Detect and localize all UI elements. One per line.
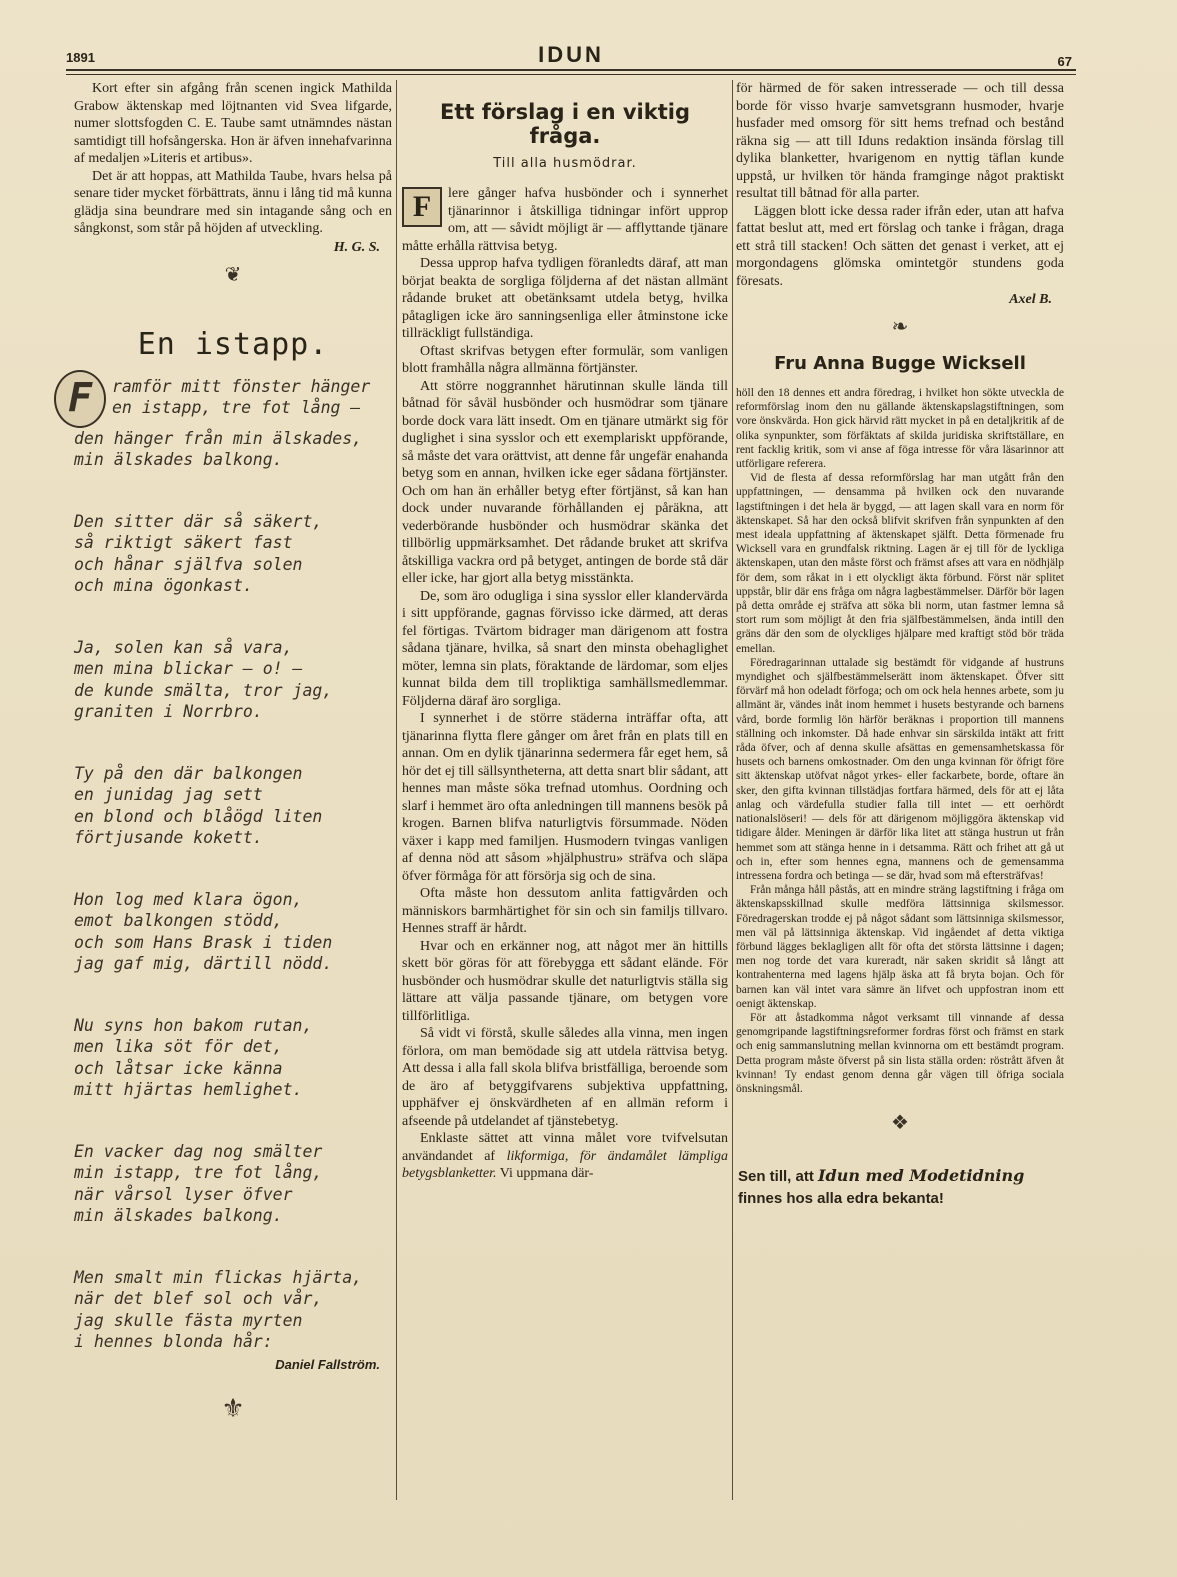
column-divider (732, 80, 733, 1500)
poem-line: Hon log med klara ögon, (74, 889, 303, 909)
article-dropcap: F (402, 187, 442, 227)
header-rule-thin (66, 74, 1076, 75)
poem-line: en blond och blåögd liten (74, 806, 323, 826)
poem-line: och hånar själfva solen (74, 554, 303, 574)
ornament-icon: ❦ (224, 263, 242, 286)
ornament-icon: ❧ (891, 316, 909, 338)
poem-line: ramför mitt fönster hänger (112, 376, 371, 396)
header-rule (66, 69, 1076, 71)
poem-line: i hennes blonda hår: (74, 1332, 273, 1351)
header-title: IDUN (538, 42, 604, 67)
promo-text: finnes hos alla edra bekanta! (738, 1190, 944, 1208)
poem-stanza (74, 763, 392, 849)
anna-paragraph: Vid de flesta af dessa reformförslag har man utgått från den uppfattningen, — densamma på hvilken ock den nuvarande lagstiftningen i det hela är byggd, — att lagen skall vara en norm för äktenskapet. Så har den också blifvit skrifven från synpunkten af den mest ideala uppfattning af äktenskapet själft. Detta förmenade fru Wicksell vara en grundfalsk riktning. Lagen är ej till för de lyckliga äktenskapen, utan den måste först och främst afses att vara en nödhjälp för dem, som råkat in i ett olyckligt äkta förbund. Först när splitet uppstår, blir där ens fråga om några lagbestämmelser. Därför bör lagen på detta område ej sträfva att söka bli norm, utan fastmer lemna så stort rum som möjligt åt den fria själfbestämmelsen, ända intill den gräns där den som de olyckliges hjälpare med kraftigt stöd bör träda emellan. (736, 472, 1064, 655)
header-year: 1891 (66, 50, 95, 65)
poem-line: min älskades balkong. (74, 1206, 283, 1225)
poem-line: En vacker dag nog smälter (74, 1141, 323, 1161)
promo-text: Sen till, att (738, 1168, 814, 1186)
poem-line: min istapp, tre fot lång, (74, 1163, 323, 1182)
article-paragraph: lere gånger hafva husbönder och i synnerhet tjänarinnor i åtskilliga tidningar infört upprop om, att — såvidt möjligt är — afflyttande tjänare måtte erhålla rättvisa betyg. (402, 186, 728, 254)
poem-line: och mina ögonkast. (74, 576, 253, 595)
poem-line: Men smalt min flickas hjärta, (74, 1267, 363, 1287)
article-paragraph: Så vidt vi förstå, skulle således alla vinna, men ingen förlora, om man bemödade sig att utdela rättvisa betyg. Att dessa i alla fall skola blifva bristfälliga, beroende som de äro af betyggifvarens subjektiva uppfattning, upphäfver ej önskvärdheten af en allmän reform i afseende på utdelandet af tjänstebetyg. (402, 1026, 728, 1129)
text-run-italic: likformiga, för ändamålet lämpliga betygsblanketter. (402, 1148, 729, 1181)
poem-line: så riktigt säkert fast (74, 533, 293, 552)
article-paragraph-last (402, 1130, 728, 1183)
article-paragraph: Läggen blott icke dessa rader ifrån eder, utan att hafva fattat beslut att, med ert förslag och tanke i frågan, draga ett strå till stacken! Och sätten det genast i verket, att ej morgondagens glömska omintetgör stundens goda föresats. (736, 203, 1064, 289)
article-signature: Axel B. (1009, 292, 1052, 307)
poem-line: en junidag jag sett (74, 785, 263, 804)
article-continuation: för härmed de för saken intresserade — och till dessa borde för visso hvarje samvetsgrann husmoder, hvarje husfader med omsorg för sitt hems trefnad och bestånd räkna sig — att till Iduns redaktion insända förslag till dylika blanketter, hvarigenom en nyttig täflan kunde uppstå, ur hvilken tör hända framginge något praktiskt resultat till båtnad för alla parter. (736, 81, 1064, 201)
poem-stanza (74, 1015, 392, 1101)
intro-signature: H. G. S. (333, 239, 380, 255)
ornament-icon: ⚜ (221, 1393, 245, 1423)
poem-stanza (74, 511, 392, 597)
poem-line: jag skulle fästa myrten (74, 1310, 303, 1330)
poem-line: den hänger från min älskades, (74, 428, 363, 448)
header-page-number: 67 (1057, 54, 1072, 69)
column-left (67, 80, 392, 1430)
poem-signature: Daniel Fallström. (275, 1356, 380, 1372)
poem-line: jag gaf mig, därtill nödd. (74, 954, 333, 973)
poem-line: en istapp, tre fot lång — (112, 398, 361, 417)
poem-stanza (74, 637, 392, 723)
anna-paragraph: För att åstadkomma något verksamt till vinnande af dessa genomgripande lagstiftningsreformer fordras först och främst en stark och enig sammanslutning mellan kvinnorna om ett bestämdt program. Detta program måste öfverst på sin lista ställa orden: röstrått äfven åt kvinnan! Ty endast genom denna går vägen till öfriga sociala önskningsmål. (736, 1011, 1064, 1095)
poem-line: Ja, solen kan så vara, (74, 637, 293, 657)
article-paragraph: Dessa upprop hafva tydligen föranledts däraf, att man börjat beakta de sorgliga följderna af det nästan allmänt rådande bruket att obetänksamt utdela betyg, hvilka påtagligen icke äro sanningsenliga eller åtminstone icke tillräckligt fullständiga. (402, 256, 728, 341)
intro-paragraph: Kort efter sin afgång från scenen ingick Mathilda Grabow äktenskap med löjtnanten vid Svea lifgarde, numer slottsfogden C. E. Taube samt utnämndes nästan samtidigt till hofsångerska. Hon är äfven innehafvarinna af medaljen »Literis et artibus». (74, 81, 392, 166)
idun-promo (736, 1165, 1064, 1210)
poem-dropcap: F (54, 370, 106, 428)
poem-line: graniten i Norrbro. (74, 702, 263, 721)
column-right (736, 80, 1064, 1210)
poem-line: men mina blickar — o! — (74, 659, 303, 678)
anna-paragraph: höll den 18 dennes ett andra föredrag, i hvilket hon sökte utveckla de reformförslag inom den nu gällande äktenskapslagstiftningen, som vore önskvärda. Hon gick härvid rätt mycket in på en detaljkritik af de olika synpunkter, som förfäktats af skilda juridiska skriftställare, en rent facklig kritik, som vi anse af föga intresse för våra läsarinnor att utförligare referera. (736, 387, 1064, 471)
poem-line: när vårsol lyser öfver (74, 1184, 293, 1204)
anna-paragraph: Föredragarinnan uttalade sig bestämdt för vidgande af hustruns myndighet och själfbestämmelserätt inom äktenskapet. Öfver sitt förvärf må hon odeladt förfoga; och om ock hela hennes arbete, som ju allmänt är, vändes inåt inom hemmet i husets bestyrande och barnens vård, borde formlig lön härför beräknas i proportion till mannens ställning och inkomster. Då hade enhvar sin särskilda intäkt att fritt råda öfver, och af denna skulle afsättas en gemensamhetskassa för husets och barnens omkostnader. Om den unga kvinnan för öfrigt före sitt äktenskap utöfvat något yrkes- eller fackarbete, borde, oftare än sker, den gifta kvinnan tillstädjas fortfara härmed, dels för att ej låta anlag och värdefulla studier falla till intet — ett oerhördt nationalslöseri! — dels för att därigenom möjliggöra äktenskap vid tidigare ålder. Meningen är därför lika litet att stänga hustrun ut från hemmet som att stänga henne in i detsamma. Rätt och frihet att gå ut och in, efter som hennes egna, mannens och de gemensamma intressena fordra och betinga — se där, hvad som må eftersträfvas! (736, 656, 1064, 882)
poem (67, 374, 392, 1353)
column-divider (396, 80, 397, 1500)
poem-line: emot balkongen stödd, (74, 911, 283, 930)
poem-line: och som Hans Brask i tiden (74, 932, 333, 952)
poem-stanza (74, 1267, 392, 1353)
article-paragraph: De, som äro odugliga i sina sysslor eller klandervärda i sitt uppförande, gagnas förvisso icke därmed, att deras fel förtigas. Tvärtom bidrager man därigenom att fostra sådana tjänare, hvilka, så snart den minsta obehaglighet möter, lemna sin plats, föraktande de lärdomar, som eljes kunnat bilda dem till tropliktiga samhällsmedlemmar. Följderna däraf äro sorgliga. (402, 588, 728, 709)
poem-line: Nu syns hon bakom rutan, (74, 1015, 313, 1035)
intro-paragraph: Det är att hoppas, att Mathilda Taube, hvars helsa på senare tider mycket förbättrats, ännu i lång tid må kunna glädja sina beundrare med sin intagande sång och en sångkonst, som står på höjden af utveckling. (74, 168, 392, 236)
promo-title: Idun med Modetidning (818, 1166, 1025, 1186)
poem-line: de kunde smälta, tror jag, (74, 680, 333, 700)
poem-stanza (74, 1141, 392, 1227)
poem-line: Den sitter där så säkert, (74, 511, 323, 531)
poem-line: när det blef sol och vår, (74, 1289, 323, 1308)
article-paragraph: I synnerhet i de större städerna inträffar ofta, att tjänarinna flytta flere gånger om året från en plats till en annan. Om en dylik tjänarinna sedermera får eget hem, så hör det ej till sällsyntheterna, att detta snart blir sådant, att hennes man måste söka trefnad utomhus. Oordning och slarf i hemmet äro ofta anledningen till mannens besök på krogen. Barnen blifva naturligtvis försummade. Nöden växer i kapp med familjen. Husmodern tvingas vanligen af denna nöd att såsom »hjälphustru» sträfva och släpa öfver förmåga för att försörja sig och de sina. (402, 711, 728, 884)
article-paragraph: Oftast skrifvas betygen efter formulär, som vanligen blott framhålla några allmänna förtjänster. (402, 343, 728, 376)
poem-line: förtjusande kokett. (74, 828, 263, 847)
poem-line: Ty på den där balkongen (74, 763, 303, 783)
article-paragraph: Att större noggrannhet härutinnan skulle lända till båtnad för såväl husbönder och husmödrar som tjänare borde dock vara lätt insedt. Om en tjänare utmärkt sig för duglighet i sina sysslor och ett exemplariskt uppförande, så måste det vara orättvist, att denne får ungefär enahanda betyg som en annan, hvilken icke eger sådana förtjänster. Och om han än erhåller betyg efter förtjänst, så kan han dock under nuvarande förhållanden ej påräkna, att vederbörande husbönder och husmödrar skänka det tillbörlig uppmärksamhet. Det rådande bruket att skrifva åtskilliga vackra ord på betyget, antingen de borde stå där eller icke, har gjort alla betyg misstänkta. (402, 378, 728, 586)
article-paragraph: Ofta måste hon dessutom anlita fattigvården och människors barmhärtighet för sin och sin familjs tillvaro. Hennes straff är hårdt. (402, 886, 728, 936)
poem-title: En istapp. (137, 326, 329, 362)
poem-line: men lika söt för det, (74, 1037, 283, 1056)
column-middle (402, 80, 728, 1183)
poem-stanza (67, 374, 392, 471)
poem-line: och låtsar icke känna (74, 1058, 283, 1078)
poem-line: min älskades balkong. (74, 450, 283, 469)
article-paragraph: Hvar och en erkänner nog, att något mer än hittills skett bör göras för att förebygga ett sådant elände. För husbönder och husmödrar skulle det naturligtvis ställa sig lättare att välja passande tjänare, om betygen vore tillförlitliga. (402, 938, 728, 1024)
text-run: Vi uppmana där- (499, 1166, 594, 1181)
ornament-icon: ❖ (891, 1112, 909, 1135)
poem-stanza (74, 889, 392, 975)
anna-paragraph: Från många håll påstås, att en mindre sträng lagstiftning i fråga om äktenskapsskillnad skulle medföra lättsinniga skilsmessor. Föredragerskan trodde ej på något sådant som lättsinniga skilsmessor, men väl på lättsinniga äktenskap. Vid ingåendet af detta viktiga förbund lägges beklagligen allt för ofta det största lättsinne i dagen; men nog torde det vara kureradt, när saken skridit så långt att kontrahenterna med lagens hjälp äska att få bryta bojan. Och för barnen kan väl intet vara sämre än lifvet och uppfostran inom ett oenigt äktenskap. (736, 884, 1064, 1010)
text-run: Enklaste sättet att vinna målet vore tvifvelsutan användandet af (402, 1131, 728, 1164)
article-title: Ett förslag i en viktig fråga. (439, 100, 690, 148)
article-subtitle: Till alla husmödrar. (493, 156, 637, 171)
anna-title: Fru Anna Bugge Wicksell (774, 353, 1026, 374)
poem-line: mitt hjärtas hemlighet. (74, 1080, 303, 1099)
